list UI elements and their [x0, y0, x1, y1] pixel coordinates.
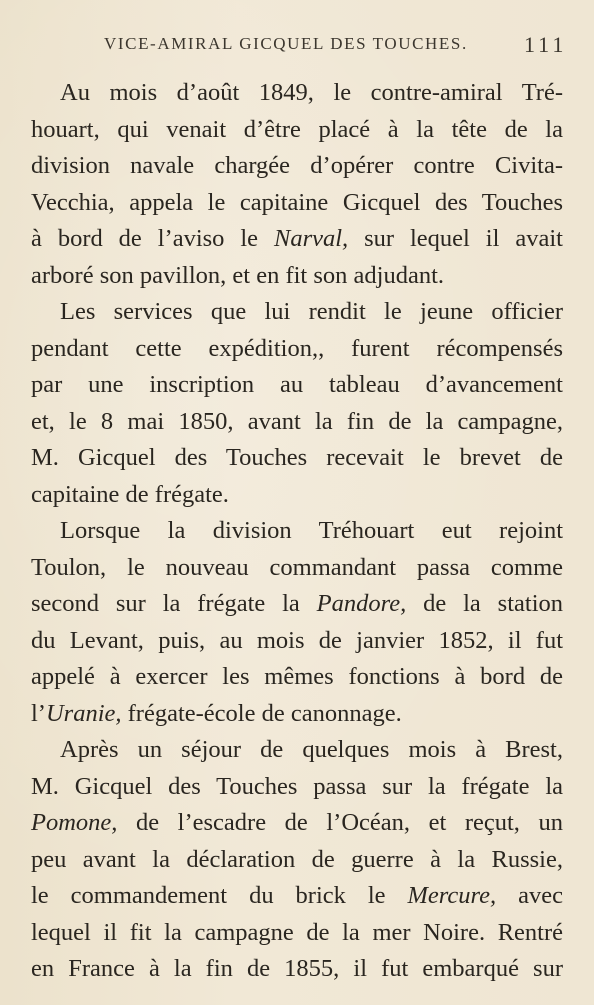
text-line: Lorsque la division Tréhouart eut rejoint — [60, 517, 563, 544]
ship-name-italic: Pandore, — [316, 590, 407, 617]
text-line: Toulon, le nouveau commandant passa comme — [31, 553, 563, 581]
text-line: lequel il fit la campagne de la mer Noire. Rentré — [31, 918, 563, 946]
text-segment: le commandement du brick le — [31, 882, 408, 909]
text-line: du Levant, puis, au mois de janvier 1852, il fut — [31, 626, 563, 654]
page-number: 111 — [524, 32, 568, 57]
text-line: houart, qui venait d’être placé à la tête de la — [31, 115, 563, 143]
text-line: arboré son pavillon, et en fit son adjudant. — [31, 261, 444, 289]
text-line: Après un séjour de quelques mois à Brest, — [60, 736, 563, 763]
text-line — [31, 878, 563, 915]
text-segment: avec — [496, 882, 563, 909]
text-line: M. Gicquel des Touches recevait le brevet de — [31, 444, 563, 471]
text-segment: second sur la frégate la — [31, 590, 317, 617]
ship-name-italic: Mercure, — [407, 882, 497, 909]
text-line — [31, 696, 563, 733]
text-segment: à bord de l’aviso le — [31, 225, 274, 252]
text-line: pendant cette expédition,, furent récompensés — [31, 334, 563, 362]
text-segment: frégate-école de canonnage. — [121, 699, 402, 727]
text-line — [31, 221, 563, 258]
text-segment: sur lequel il avait — [348, 225, 563, 252]
page-header — [0, 34, 594, 56]
text-line: par une inscription au tableau d’avancement — [31, 371, 563, 398]
text-line: division navale chargée d’opérer contre Civita- — [31, 152, 563, 179]
text-line: en France à la fin de 1855, il fut embarqué sur — [31, 955, 563, 982]
text-line: et, le 8 mai 1850, avant la fin de la campagne, — [31, 407, 563, 435]
text-line: capitaine de frégate. — [31, 480, 229, 508]
text-segment: l’ — [31, 699, 46, 727]
ship-name-italic: Uranie, — [45, 699, 122, 727]
text-segment: de la station — [406, 590, 563, 617]
text-line: appelé à exercer les mêmes fonctions à bord de — [31, 663, 563, 690]
text-line: Au mois d’août 1849, le contre-amiral Tré- — [60, 79, 563, 106]
text-line — [31, 805, 563, 842]
ship-name-italic: Narval, — [273, 225, 349, 252]
text-line: Les services que lui rendit le jeune officier — [60, 298, 563, 325]
text-line — [31, 586, 563, 623]
text-line: peu avant la déclaration de guerre à la Russie, — [31, 845, 563, 873]
body-text — [31, 75, 563, 988]
ship-name-italic: Pomone, — [31, 809, 118, 836]
text-segment: de l’escadre de l’Océan, et reçut, un — [117, 809, 563, 836]
text-line: M. Gicquel des Touches passa sur la frégate la — [31, 772, 563, 800]
text-line: Vecchia, appela le capitaine Gicquel des Touches — [31, 188, 563, 216]
running-title: VICE-AMIRAL GICQUEL DES TOUCHES. — [104, 34, 468, 53]
